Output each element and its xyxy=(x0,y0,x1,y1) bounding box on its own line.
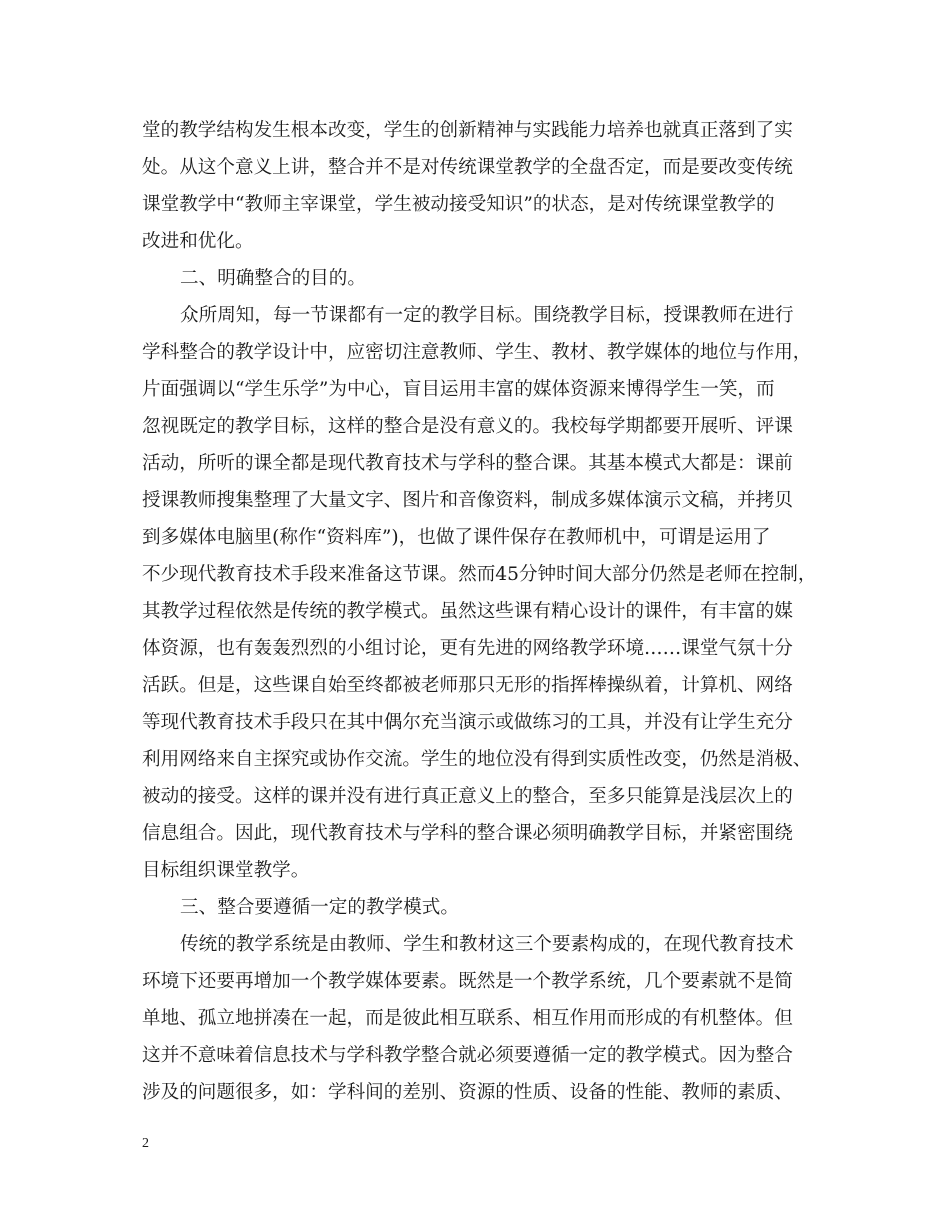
text-line: 处。从这个意义上讲，整合并不是对传统课堂教学的全盘否定，而是要改变传统 xyxy=(142,157,793,178)
page-number: 2 xyxy=(142,1136,149,1151)
text-line: 课堂教学中“教师主宰课堂，学生被动接受知识”的状态，是对传统课堂教学的 xyxy=(142,194,775,215)
text-line: 环境下还要再增加一个教学媒体要素。既然是一个教学系统，几个要素就不是简 xyxy=(142,971,793,992)
text-line: 这并不意味着信息技术与学科教学整合就必须要遵循一定的教学模式。因为整合 xyxy=(142,1045,793,1066)
text-line: 授课教师搜集整理了大量文字、图片和音像资料，制成多媒体演示文稿，并拷贝 xyxy=(142,490,793,511)
text-line: 到多媒体电脑里(称作“资料库”)，也做了课件保存在教师机中，可谓是运用了 xyxy=(142,527,771,548)
document-body xyxy=(142,112,822,1111)
text-line: 其教学过程依然是传统的教学模式。虽然这些课有精心设计的课件，有丰富的媒 xyxy=(142,601,793,622)
text-line: 众所周知，每一节课都有一定的教学目标。围绕教学目标，授课教师在进行 xyxy=(180,305,794,326)
text-line: 涉及的问题很多，如：学科间的差别、资源的性质、设备的性能、教师的素质、 xyxy=(142,1082,793,1103)
text-line: 等现代教育技术手段只在其中偶尔充当演示或做练习的工具，并没有让学生充分 xyxy=(142,712,793,733)
text-line: 学科整合的教学设计中，应密切注意教师、学生、教材、教学媒体的地位与作用， xyxy=(142,342,812,363)
text-line: 信息组合。因此，现代教育技术与学科的整合课必须明确教学目标，并紧密围绕 xyxy=(142,823,793,844)
text-line: 堂的教学结构发生根本改变，学生的创新精神与实践能力培养也就真正落到了实 xyxy=(142,120,793,141)
text-line: 片面强调以“学生乐学”为中心，盲目运用丰富的媒体资源来博得学生一笑，而 xyxy=(142,379,775,400)
text-line: 体资源，也有轰轰烈烈的小组讨论，更有先进的网络教学环境……课堂气氛十分 xyxy=(142,638,793,659)
text-line: 利用网络来自主探究或协作交流。学生的地位没有得到实质性改变，仍然是消极、 xyxy=(142,749,812,770)
text-line: 被动的接受。这样的课并没有进行真正意义上的整合，至多只能算是浅层次上的 xyxy=(142,786,793,807)
text-line: 单地、孤立地拼凑在一起，而是彼此相互联系、相互作用而形成的有机整体。但 xyxy=(142,1008,793,1029)
text-line: 活动，所听的课全都是现代教育技术与学科的整合课。其基本模式大都是：课前 xyxy=(142,453,793,474)
text-line: 改进和优化。 xyxy=(142,231,254,252)
text-line: 活跃。但是，这些课自始至终都被老师那只无形的指挥棒操纵着，计算机、网络 xyxy=(142,675,793,696)
text-line: 二、明确整合的目的。 xyxy=(180,268,366,289)
text-line: 目标组织课堂教学。 xyxy=(142,860,310,881)
text-line: 忽视既定的教学目标，这样的整合是没有意义的。我校每学期都要开展听、评课 xyxy=(142,416,793,437)
text-line: 传统的教学系统是由教师、学生和教材这三个要素构成的，在现代教育技术 xyxy=(180,934,794,955)
text-line: 三、整合要遵循一定的教学模式。 xyxy=(180,897,459,918)
text-line: 不少现代教育技术手段来准备这节课。然而45分钟时间大部分仍然是老师在控制， xyxy=(142,564,817,585)
